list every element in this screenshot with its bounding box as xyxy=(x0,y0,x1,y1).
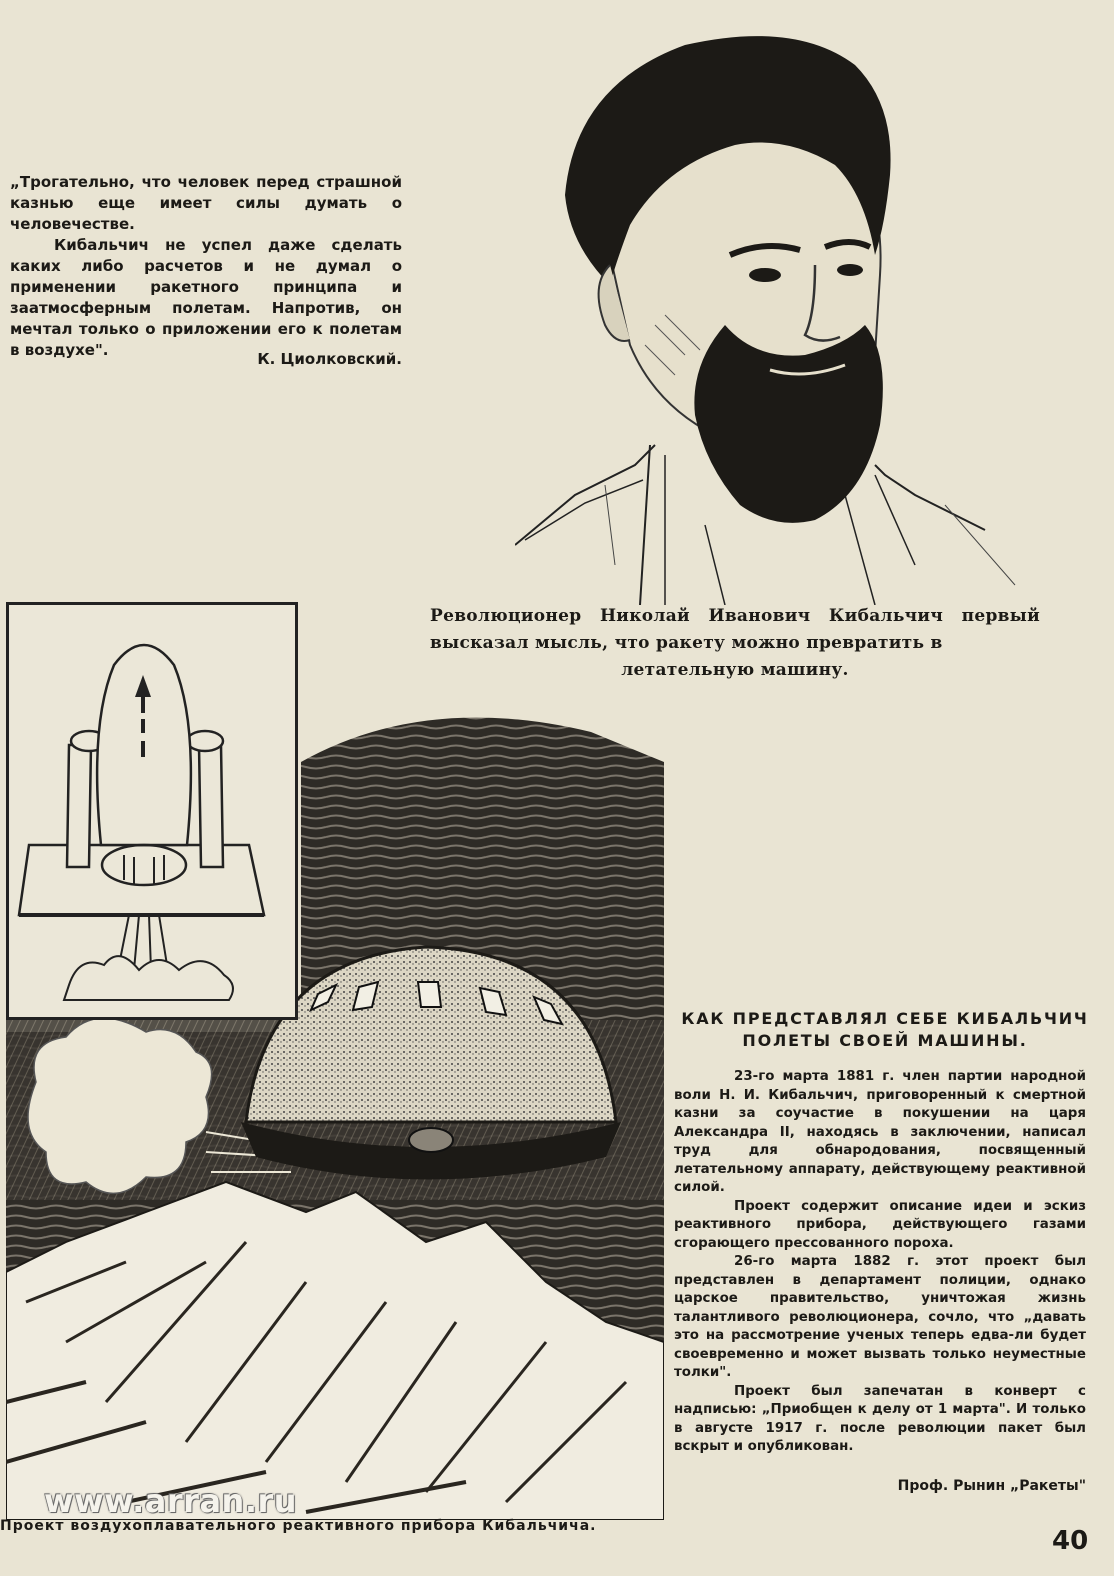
article-heading-line-1: КАК ПРЕДСТАВЛЯЛ СЕБЕ КИБАЛЬЧИЧ xyxy=(681,1009,1089,1028)
portrait-caption-text: Революционер Николай Иванович Кибальчич первый высказал мысль, что ракету можно превратить в xyxy=(430,606,1040,653)
tsiolkovsky-quote xyxy=(10,172,402,361)
illustration-caption: Проект воздухоплавательного реактивного прибора Кибальчича. xyxy=(0,1518,597,1534)
article-heading xyxy=(680,1008,1090,1052)
page-number: 40 xyxy=(1052,1526,1089,1556)
rocket-inset-panel xyxy=(6,602,298,1020)
article-paragraph-2: Проект содержит описание идеи и эскиз реактивного прибора, действующего газами сгорающего прессованного пороха. xyxy=(674,1198,1086,1251)
article-paragraph-3: 26-го марта 1882 г. этот проект был представлен в департамент полиции, однако царское правительство, уничтожая жизнь талантливого революционера, сочло, что „давать это на рассмотрение ученых теперь едва-ли будет своевременно и может вызвать только неуместные толки". xyxy=(674,1254,1086,1380)
quote-paragraph-2: Кибальчич не успел даже сделать каких либо расчетов и не думал о применении ракетного принципа и заатмосферным полетам. Напротив, он мечтал только о приложении его к полетам в воздухе". xyxy=(10,236,402,359)
site-watermark: www.arran.ru xyxy=(44,1482,298,1520)
quote-paragraph-1: „Трогательно, что человек перед страшной казнью еще имеет силы думать о человечестве. xyxy=(10,173,402,233)
portrait-caption xyxy=(430,603,1040,684)
kibalchich-portrait-illustration xyxy=(515,25,1035,605)
article-body xyxy=(674,1068,1086,1457)
quote-author: К. Циолковский. xyxy=(257,350,402,368)
rocket-launch-stand-illustration xyxy=(9,605,295,1017)
article-heading-line-2: ПОЛЕТЫ СВОЕЙ МАШИНЫ. xyxy=(742,1031,1028,1050)
article-source: Проф. Рынин „Ракеты" xyxy=(897,1478,1086,1494)
portrait-caption-last-line: летательную машину. xyxy=(621,660,849,680)
article-paragraph-4: Проект был запечатан в конверт с надписью: „Приобщен к делу от 1 марта". И только в августе 1917 г. после революции пакет был вскрыт и опубликован. xyxy=(674,1383,1086,1454)
article-paragraph-1: 23-го марта 1881 г. член партии народной воли Н. И. Кибальчич, приговоренный к смертной казни за соучастие в покушении на царя Александра II, находясь в заключении, написал труд для обнародования, посвященный летательному аппарату, действующему реактивной силой. xyxy=(674,1069,1086,1195)
